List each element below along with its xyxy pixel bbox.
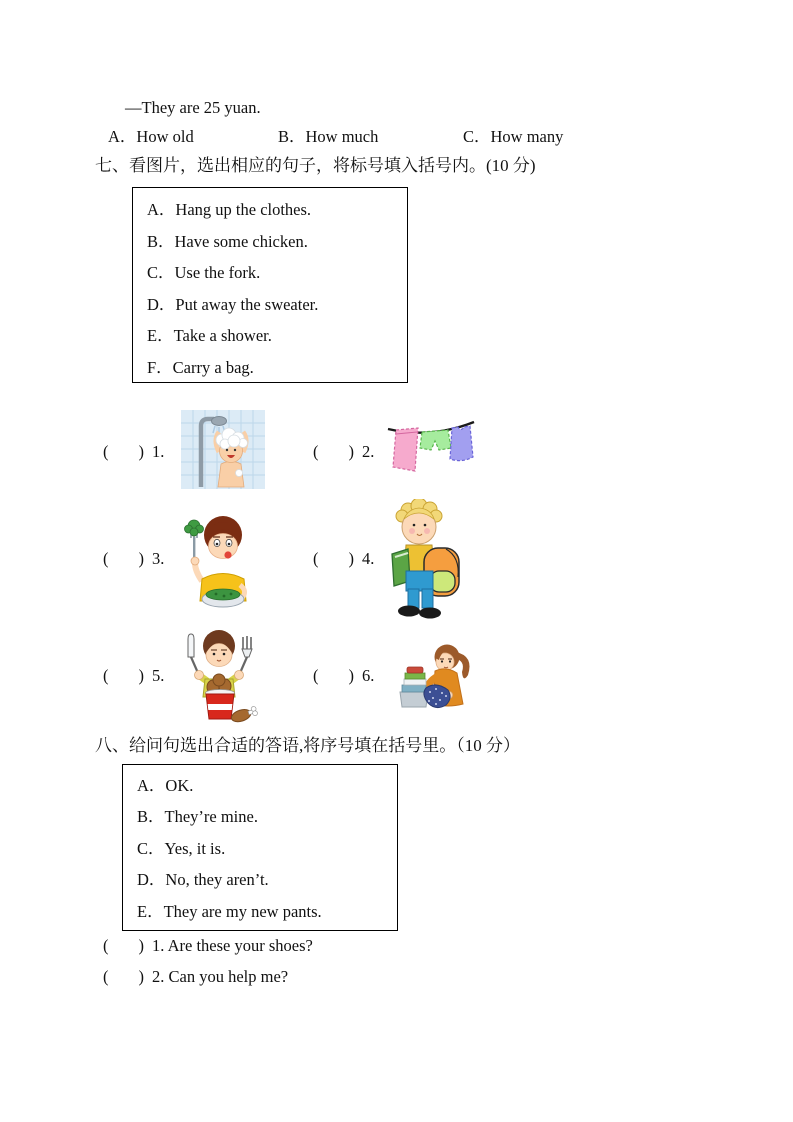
question-text: 2. Can you help me? [152,967,289,986]
answer-blank-7-1 [103,442,164,462]
item-number: 2. [362,442,375,461]
eating-vegetables-image [182,511,255,609]
option-line-e: E．They are my new pants. [137,901,322,921]
dialogue-answer-line: —They are 25 yuan. [125,98,261,117]
paren-close: ) [348,549,354,568]
mc-choice-b: B．How much [278,127,379,146]
shower-image [181,410,265,489]
paren-close: ) [138,967,144,986]
section7-options-box [132,187,408,383]
option-line-d: D．No, they aren’t. [137,870,269,890]
option-line-c: C．Use the fork. [147,263,261,283]
answer-blank-7-5 [103,666,164,686]
paren-open: ( [103,936,109,955]
backpack-boy-image [384,499,463,621]
folding-clothes-image [392,642,478,714]
item-number: 6. [362,666,375,685]
option-line-f: F．Carry a bag. [147,357,254,377]
section8-heading: 八、给问句选出合适的答语,将序号填在括号里。（10 分） [95,736,520,755]
item-number: 1. [152,442,165,461]
option-line-c: C．Yes, it is. [137,838,226,858]
paren-open: ( [313,549,319,568]
paren-open: ( [313,666,319,685]
paren-close: ) [348,442,354,461]
answer-blank-7-3 [103,549,164,569]
chicken-bucket-image [181,629,259,725]
answer-blank-7-2 [313,442,374,462]
answer-blank-7-4 [313,549,374,569]
option-line-a: A．Hang up the clothes. [147,200,312,219]
paren-open: ( [313,442,319,461]
item-number: 4. [362,549,375,568]
question-line-8-2 [103,967,288,987]
paren-close: ) [348,666,354,685]
item-number: 3. [152,549,165,568]
paren-open: ( [103,442,109,461]
option-line-b: B．They’re mine. [137,807,258,827]
section7-heading: 七、看图片，选出相应的句子，将标号填入括号内。(10 分) [95,156,536,175]
paren-open: ( [103,967,109,986]
question-text: 1. Are these your shoes? [152,936,313,955]
paren-open: ( [103,666,109,685]
clothesline-image [386,417,476,481]
section8-options-box [122,764,398,931]
paren-close: ) [138,442,144,461]
option-line-d: D．Put away the sweater. [147,294,319,314]
option-line-b: B．Have some chicken. [147,231,308,251]
paren-close: ) [138,936,144,955]
mc-choice-c: C．How many [463,127,564,146]
item-number: 5. [152,666,165,685]
answer-blank-7-6 [313,666,374,686]
paren-open: ( [103,549,109,568]
paren-close: ) [138,666,144,685]
paren-close: ) [138,549,144,568]
option-line-a: A．OK. [137,776,194,795]
option-line-e: E．Take a shower. [147,326,272,346]
mc-choice-a: A．How old [108,127,194,146]
question-line-8-1 [103,936,313,956]
